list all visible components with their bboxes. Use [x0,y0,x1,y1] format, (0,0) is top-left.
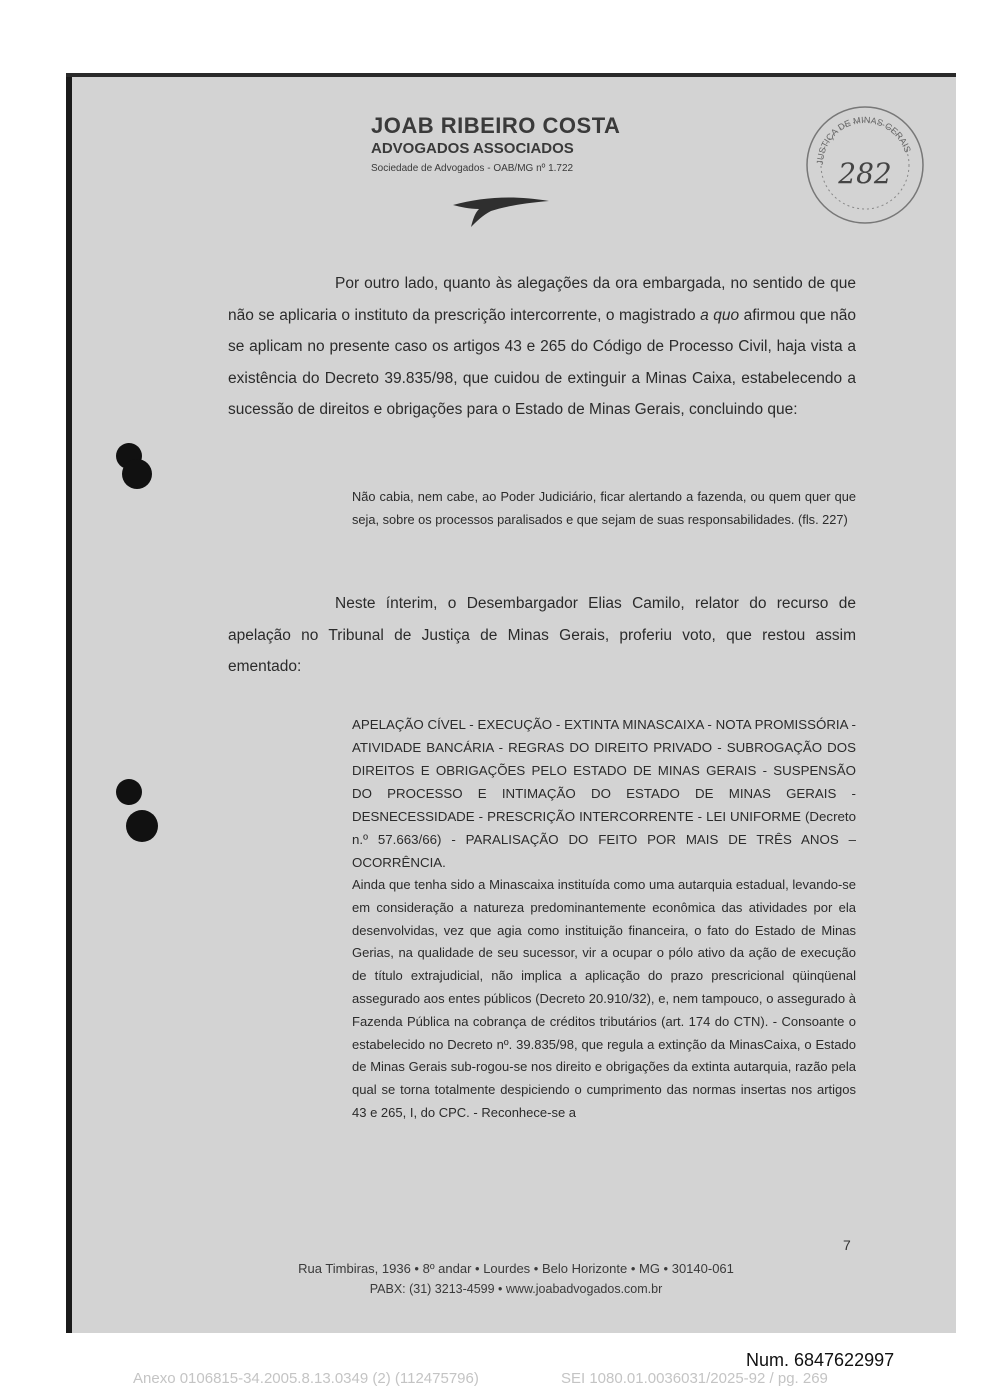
letterhead-footer [251,1259,781,1299]
punch-hole [126,810,158,842]
letterhead [371,113,651,174]
court-stamp [801,101,929,229]
firm-subtitle: ADVOGADOS ASSOCIADOS [371,140,574,157]
page-number: 7 [843,1237,851,1253]
document-number: Num. 6847622997 [746,1350,895,1370]
annex-reference: Anexo 0106815-34.2005.8.13.0349 (2) (112475796) [133,1370,479,1387]
footer-phone: PABX: (31) 3213-4599 • www.joabadvogados.com.br [369,1282,663,1296]
ementa-text: Ainda que tenha sido a Minascaixa instituída como uma autarquia estadual, levando-se em consideração a natureza predominantemente econômica das atividades por ela desenvolvidas, vez que agia como instituição financeira, o fato do Estado de Minas Gerias, na qualidade de seu sucessor, vir a ocupar o pólo ativo da ação de execução de título extrajudicial, não implica a aplicação do prazo prescricional qüinqüenal assegurado aos entes públicos (Decreto 20.910/32), e, nem tampouco, o assegurado à Fazenda Pública na cobrança de créditos tributários (art. 174 do CTN). - Consoante o estabelecido no Decreto nº. 39.835/98, que regula a extinção da MinasCaixa, o Estado de Minas Gerais sub-rogou-se nos direito e obrigações da extinta autarquia, razão pela qual se torna totalmente despiciendo o cumprimento das normas insertas nos artigos 43 e 265, I, do CPC. - Reconhece-se a [352,877,856,1120]
paragraph-1: Por outro lado, quanto às alegações da ora embargada, no sentido de que não se aplicaria o instituto da prescrição intercorrente, o magistrado a quo afirmou que não se aplicam no presente caso os artigos 43 e 265 do Código de Processo Civil, haja vista a existência do Decreto 39.835/98, que cuidou de extinguir a Minas Caixa, estabelecendo a sucessão de direitos e obrigações para o Estado de Minas Gerais, concluindo que: [228,275,856,418]
scanned-page [66,73,956,1333]
sei-reference: SEI 1080.01.0036031/2025-92 / pg. 269 [561,1370,828,1387]
society-line: Sociedade de Advogados - OAB/MG nº 1.722 [371,163,574,174]
stamp-handwritten-number: 282 [838,157,892,190]
punch-hole [122,459,152,489]
paragraph-2: Neste ínterim, o Desembargador Elias Camilo, relator do recurso de apelação no Tribunal de Justiça de Minas Gerais, proferiu voto, que restou assim ementado: [228,595,856,675]
footer-address: Rua Timbiras, 1936 • 8º andar • Lourdes • Belo Horizonte • MG • 30140-061 [298,1261,734,1276]
firm-logo-icon [453,191,553,231]
punch-hole [116,779,142,805]
stamp-text: JUSTIÇA DE MINAS GERAIS [814,114,913,166]
ementa-headnote: APELAÇÃO CÍVEL - EXECUÇÃO - EXTINTA MINASCAIXA - NOTA PROMISSÓRIA - ATIVIDADE BANCÁRIA - REGRAS DO DIREITO PRIVADO - SUBROGAÇÃO DOS DIREITOS E OBRIGAÇÕES PELO ESTADO DE MINAS GERAIS - SUSPENSÃO DO PROCESSO E INTIMAÇÃO DO ESTADO DE MINAS GERAIS - DESNECESSIDADE - PRESCRIÇÃO INTERCORRENTE - LEI UNIFORME (Decreto n.º 57.663/66) - PARALISAÇÃO DO FEITO POR MAIS DE TRÊS ANOS – OCORRÊNCIA. [352,717,856,870]
ementa-quote [352,713,856,1125]
firm-name: JOAB RIBEIRO COSTA [371,113,621,138]
quote-1: Não cabia, nem cabe, ao Poder Judiciário, ficar alertando a fazenda, ou quem quer que seja, sobre os processos paralisados e que sejam de suas responsabilidades. (fls. 227) [352,489,856,527]
